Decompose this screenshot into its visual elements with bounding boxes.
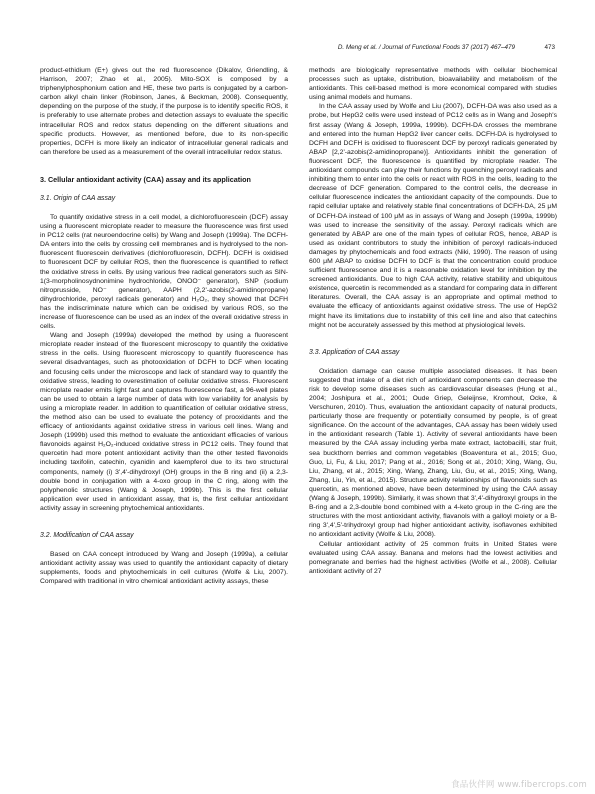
paragraph: product-ethidium (E+) gives out the red fluorescence (Dikalov, Griendling, & Harrison, 2007; Zhao et al., 2005). Mito-SOX is composed by a triphenylphosphonium cation and HE, these two parts is conjugated by a carbon-carbon alkyl chain linker (Robinson, Janes, & Beckman, 2008). Consequently, depending on the purpose of the study, if the purpose is to identify specific ROS, it is preferably to use alternate probes and detection assays to evaluate the specific intracellular ROS and redox status depending on the different situations and specific products. However, as mentioned before, due to its non-specific properties, DCFH is more likely an indicator of intracellular general radicals and can therefore be used as a measurement of the overall intracellular redox status. <box>40 67 288 156</box>
left-column <box>40 66 288 772</box>
paragraph: methods are biologically representative methods with cellular biochemical processes such as uptake, distribution, bioavailability and metabolism of the antioxidants. This cell-based method is more economical compared with studies using animal models and humans. <box>309 67 557 102</box>
page-number: 473 <box>544 44 555 51</box>
right-column <box>309 66 557 772</box>
paragraph: In the CAA assay used by Wolfe and Liu (2007), DCFH-DA was also used as a probe, but HepG2 cells were used instead of PC12 cells as in Wang and Joseph's first assay (Wang & Joseph, 1999a, 1999b). DCFH-DA crosses the membrane and entered into the human HepG2 liver cancer cells. DCFH-DA is hydrolysed to DCFH and DCFH is oxidised to fluorescent DCF by peroxyl radicals generated by ABAP [2,2'-azobis(2-amidinopropane)]. Antioxidants inhibit the generation of fluorescent DCF, the fluorescence is quantified by microplate reader. The antioxidant compounds can play their functions by quenching peroxyl radicals and inhibiting them to enter into the cells or react with ROS in the cells, leading to the decrease of DCF generation. Compared to the control cells, the decrease in cellular fluorescence indicates the antioxidant capacity of the compounds. Due to rapid cellular uptake and relatively stable final concentrations of DCFH-DA, 25 μM of DCFH-DA instead of 100 μM as in assays of Wang and Joseph (1999a, 1999b) was used to increase the sensitivity of the assay. Peroxyl radicals which are generated by ABAP are one of the main types of cellular ROS, hence, ABAP is used as oxidant contributors to study the inhibition of peroxyl radicals-induced damages by phytochemicals and food extracts (Niki, 1990). The reason of using 600 μM ABAP to oxidise DCFH to DCF is that the concentration could produce sufficient fluorescence and it is a reasonable oxidation level for inhibition by the screened antioxidants. Due to high CAA activity, relative stability and ubiquitous existence, quercetin is recommended as a standard for comparing data in different literatures. Overall, the CAA assay is an appropriate and optimal method to evaluate the efficacy of antioxidants against oxidative stress. The use of HepG2 might have its limitations due to instability of this cell line and also that catechins might not be accurately assessed by this method at physiological levels. <box>309 103 557 329</box>
journal-citation: D. Meng et al. / Journal of Functional Foods 37 (2017) 467–479 <box>337 44 515 51</box>
paragraph: Oxidation damage can cause multiple associated diseases. It has been suggested that intake of a diet rich of antioxidant components can decrease the risk to develop some diseases such as cardiovascular diseases (Hung et al., 2004; Joshipura et al., 2001; Oude Griep, Geleijnse, Kromhout, Ocke, & Verschuren, 2010). Thus, evaluation the antioxidant capacity of natural products, particularly those are frequently or potentially consumed by people, is of great significance. On the account of the advantages, CAA assay has been widely used in the antioxidant research (Table 1). Activity of several antioxidants have been measured by the CAA assay including yerba mate extract, lactobacilli, star fruit, sea buckthorn berries and common vegetables (Boaventura et al., 2015; Guo, Guo, Li, Fu, & Liu, 2017; Pang et al., 2016; Song et al., 2010; Xing, Wang, Gu, Liu, Zhang, et al., 2015; Xing, Wang, Zhang, Liu, Gu, et al., 2015; Xing, Wang, Zhang, Liu, Yin, et al., 2015). Structure activity relationships of flavonoids such as quercetin, as mentioned above, have been determined by using the CAA assay (Wang & Joseph, 1999b). Similarly, it was shown that 3',4'-dihydroxyl groups in the B-ring and a 2,3-double bond combined with a 4-keto group in the C-ring are the structures with the most antioxidant activity, flavanols with a galloyl moiety or a B-ring 3',4',5'-trihydroxyl group had higher antioxidant activity, isoflavones exhibited no antioxidant activity (Wolfe & Liu, 2008). <box>309 367 557 539</box>
paragraph: Wang and Joseph (1999a) developed the method by using a fluorescent microplate reader instead of the fluorescent microscopy to quantify the oxidative stress in the cells. Using fluorescent microscopy to quantify fluorescence has several disadvantages, such as photooxidation of DCFH to DCF when locating and focusing cells under the microscope and lack of standard way to quantify the oxidative stress, leading to overestimation of cellular oxidative stress. Fluorescent microplate reader emits light fast and captures fluorescence fast, a 96-well plates can be used to obtain a large number of data with low variability for analysis by using a microplate reader. In addition to quantification of cellular oxidative stress, the method also can be used to evaluate the potency of prooxidants and the efficacy of antioxidants against oxidative stress in various cell lines. Wang and Joseph (1999b) used this method to evaluate the antioxidant efficacies of various flavonoids against H₂O₂-induced oxidative stress in PC12 cells. They found that quercetin had more potent antioxidant activity than the other tested flavonoids including taxifolin, catechin, cyanidin and kaempferol due to its two structural components, namely (i) 3',4'-dihydroxyl (OH) groups in the B ring and (ii) a 2,3-double bond in conjugation with a 4-oxo group in the C ring, along with the polyphenolic structures (Wang & Joseph, 1999b). This is the first cellular application ever used in antioxidant assay, that is, the first cellular antioxidant activity assay in screening phytochemical antioxidants. <box>40 332 288 512</box>
section-heading: 3. Cellular antioxidant activity (CAA) assay and its application <box>40 174 251 184</box>
paragraph: To quantify oxidative stress in a cell model, a dichlorofluorescein (DCF) assay using a fluorescent microplate reader to measure the fluorescence was first used in PC12 cells (rat neuroendocrine cells) by Wang and Joseph (1999a). The DCFH-DA enters into the cells by crossing cell membranes and is hydrolysed to the non-fluorescent fluorescein derivatives (dichlorofluorescin, DCFH). DCFH is oxidised to fluorescent DCF by cellular ROS, then the fluorescence is quantified to reflect the oxidative stress in cells. By using various free radical generators such as SIN-1(3-morpholinosydnonimine hydrochloride, ONOO⁻ generator), SNP (sodium nitroprusside, NO⁻ generator), AAPH (2,2'-azobis(2-amidinopropane) dihydrochloride, peroxyl radicals generator) and H₂O₂, they showed that DCFH has the indiscriminate nature which can be oxidised by various ROS, so the increase of fluorescence can be used as an index of the overall oxidative stress in cells. <box>40 213 288 331</box>
running-head <box>40 44 555 56</box>
subsection-heading: 3.2. Modification of CAA assay <box>40 532 134 540</box>
watermark: 食品伙伴网 www.fibercrops.com <box>451 780 587 790</box>
paragraph: Cellular antioxidant activity of 25 common fruits in United States were evaluated using CAA assay. Banana and melons had the lowest activities and pomegranate and berries had the highest activities (Wolfe et al., 2008). Cellular antioxidant activity of 27 <box>309 540 557 575</box>
subsection-heading: 3.3. Application of CAA assay <box>309 348 400 356</box>
subsection-heading: 3.1. Origin of CAA assay <box>40 194 116 202</box>
paragraph: Based on CAA concept introduced by Wang and Joseph (1999a), a cellular antioxidant activity assay was used to quantify the antioxidant capacity of dietary supplements, foods and phytochemicals in cell cultures (Wolfe & Liu, 2007). Compared with traditional in vitro chemical antioxidant activity assays, these <box>40 551 288 586</box>
